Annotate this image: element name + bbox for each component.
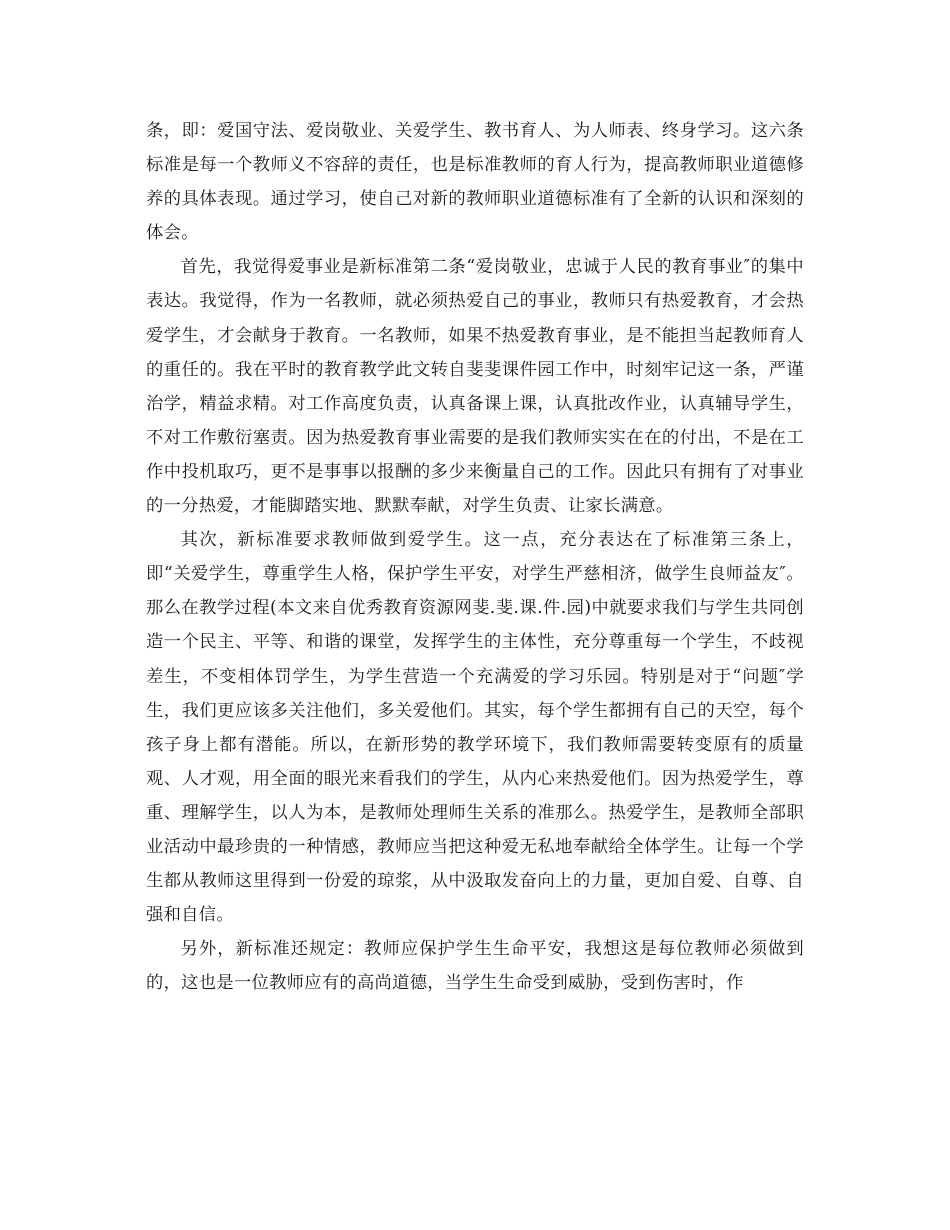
document-page [146,114,804,1000]
paragraph-student-safety: 另外，新标准还规定：教师应保护学生生命平安，我想这是每位教师必须做到的，这也是一位教师应有的高尚道德，当学生生命受到威胁，受到伤害时，作 [146,939,804,994]
paragraph-love-career: 首先，我觉得爱事业是新标准第二条“爱岗敬业，忠诚于人民的教育事业″的集中表达。我觉得，作为一名教师，就必须热爱自己的事业，教师只有热爱教育，才会热爱学生，才会献身于教育。一名教师，如果不热爱教育事业，是不能担当起教师育人的重任的。我在平时的教育教学此文转自斐斐课件园工作中，时刻牢记这一条，严谨治学，精益求精。对工作高度负责，认真备课上课，认真批改作业，认真辅导学生，不对工作敷衍塞责。因为热爱教育事业需要的是我们教师实实在在的付出，不是在工作中投机取巧，更不是事事以报酬的多少来衡量自己的工作。因此只有拥有了对事业的一分热爱，才能脚踏实地、默默奉献，对学生负责、让家长满意。 [146,257,804,517]
paragraph-love-students: 其次，新标准要求教师做到爱学生。这一点，充分表达在了标准第三条上，即“关爱学生，尊重学生人格，保护学生平安，对学生严慈相济，做学生良师益友″。那么在教学过程(本文来自优秀教育资源网斐.斐.课.件.园)中就要求我们与学生共同创造一个民主、平等、和谐的课堂，发挥学生的主体性，充分尊重每一个学生，不歧视差生，不变相体罚学生，为学生营造一个充满爱的学习乐园。特别是对于“问题″学生，我们更应该多关注他们，多关爱他们。其实，每个学生都拥有自己的天空，每个孩子身上都有潜能。所以，在新形势的教学环境下，我们教师需要转变原有的质量观、人才观，用全面的眼光来看我们的学生，从内心来热爱他们。因为热爱学生，尊重、理解学生，以人为本，是教师处理师生关系的准那么。热爱学生，是教师全部职业活动中最珍贵的一种情感，教师应当把这种爱无私地奉献给全体学生。让每一个学生都从教师这里得到一份爱的琼浆，从中汲取发奋向上的力量，更加自爱、自尊、自强和自信。 [146,530,804,926]
paragraph-continuation: 条，即：爱国守法、爱岗敬业、关爱学生、教书育人、为人师表、终身学习。这六条标准是每一个教师义不容辞的责任，也是标准教师的育人行为，提高教师职业道德修养的具体表现。通过学习，使自己对新的教师职业道德标准有了全新的认识和深刻的体会。 [146,121,804,244]
